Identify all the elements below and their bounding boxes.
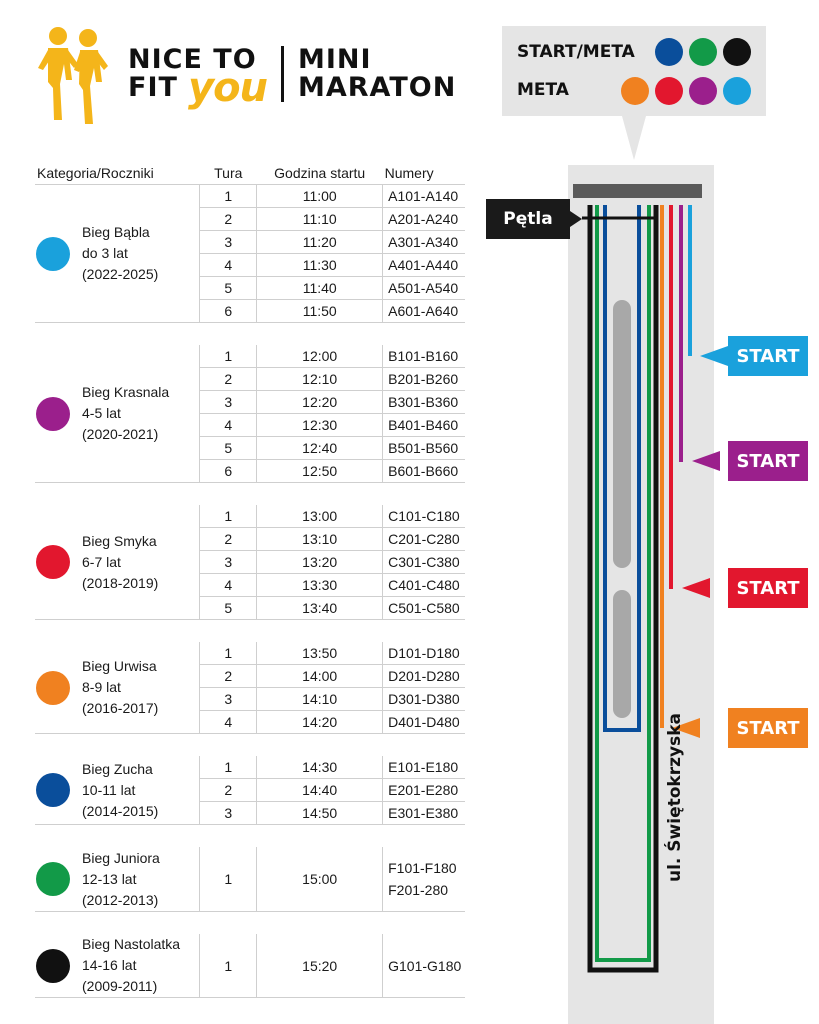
group-spacer	[35, 620, 465, 643]
runners-icon	[38, 24, 110, 128]
start-time-cell: 13:10	[257, 528, 383, 551]
category-name: Bieg Krasnala	[82, 384, 170, 400]
round-cell: 3	[200, 688, 257, 711]
category-color-dot	[36, 773, 70, 807]
event-title-line-2: MARATON	[298, 72, 457, 103]
start-tag-lightblue-pointer	[700, 346, 728, 366]
category-name: Bieg Smyka	[82, 532, 157, 549]
category-color-dot	[36, 237, 70, 271]
round-cell: 1	[200, 345, 257, 368]
group-spacer	[35, 825, 465, 848]
legend-meta-label: META	[517, 80, 569, 100]
round-cell: 5	[200, 437, 257, 460]
start-tag-red: START	[728, 568, 808, 608]
start-time-cell: 12:20	[257, 391, 383, 414]
bib-range: A301-A340	[388, 234, 459, 250]
category-cell	[35, 847, 200, 912]
loop-tag-pointer	[570, 211, 582, 227]
numbers-cell	[383, 345, 465, 368]
category-name: Bieg Juniora	[82, 849, 160, 866]
numbers-cell	[383, 847, 465, 912]
bib-range: E101-E180	[388, 759, 459, 775]
round-cell: 3	[200, 802, 257, 825]
start-time-cell: 14:10	[257, 688, 383, 711]
category-color-dot	[36, 949, 70, 983]
category-name: Bieg Zucha	[82, 760, 153, 777]
category-years: (2016-2017)	[82, 700, 159, 716]
numbers-cell	[383, 665, 465, 688]
start-time-cell: 11:10	[257, 208, 383, 231]
start-time-cell: 13:00	[257, 505, 383, 528]
bib-range: D301-D380	[388, 691, 460, 707]
start-time-cell: 15:20	[257, 934, 383, 998]
start-time-cell: 13:50	[257, 642, 383, 665]
bib-range: C101-C180	[388, 508, 460, 524]
numbers-cell	[383, 642, 465, 665]
round-cell: 2	[200, 208, 257, 231]
table-row	[35, 847, 465, 912]
bib-range: E301-E380	[388, 805, 459, 821]
round-cell: 4	[200, 711, 257, 734]
event-logo	[38, 24, 468, 128]
event-title-line-1: MINI	[298, 44, 372, 75]
brand-accent: you	[188, 65, 268, 111]
round-cell: 4	[200, 254, 257, 277]
round-cell: 1	[200, 642, 257, 665]
bib-range: B601-B660	[388, 463, 459, 479]
numbers-cell	[383, 460, 465, 483]
street-name: ul. Świętokrzyska	[665, 713, 685, 882]
schedule-table	[35, 162, 465, 998]
legend-dot-red	[655, 77, 683, 105]
category-color-dot	[36, 545, 70, 579]
start-time-cell: 12:40	[257, 437, 383, 460]
start-time-cell: 11:00	[257, 185, 383, 208]
header-time: Godzina startu	[257, 162, 383, 185]
legend-dot-black	[723, 38, 751, 66]
header-category: Kategoria/Roczniki	[35, 162, 200, 185]
group-spacer	[35, 912, 465, 935]
category-years: (2012-2013)	[82, 891, 159, 908]
bib-range: E201-E280	[388, 782, 459, 798]
numbers-cell	[383, 437, 465, 460]
brand-line-2: FIT	[128, 72, 178, 103]
group-spacer	[35, 483, 465, 506]
numbers-cell	[383, 551, 465, 574]
category-cell	[35, 345, 200, 483]
start-tag-lightblue: START	[728, 336, 808, 376]
start-time-cell: 11:40	[257, 277, 383, 300]
numbers-cell	[383, 756, 465, 779]
start-time-cell: 13:30	[257, 574, 383, 597]
bib-range: B101-B160	[388, 348, 459, 364]
start-tag-purple: START	[728, 441, 808, 481]
category-name: Bieg Bąbla	[82, 224, 150, 240]
bib-range: C401-C480	[388, 577, 460, 593]
numbers-cell	[383, 231, 465, 254]
legend-pointer	[622, 116, 646, 160]
category-years: (2020-2021)	[82, 426, 159, 442]
start-time-cell: 11:50	[257, 300, 383, 323]
legend-dot-lightblue	[723, 77, 751, 105]
bib-range: B401-B460	[388, 417, 459, 433]
table-row	[35, 642, 465, 665]
table-row	[35, 505, 465, 528]
bib-range: G101-G180	[388, 957, 462, 974]
color-legend	[502, 26, 766, 116]
category-age: 4-5 lat	[82, 405, 121, 421]
start-tag-purple-pointer	[692, 451, 720, 471]
round-cell: 6	[200, 300, 257, 323]
numbers-cell	[383, 779, 465, 802]
bib-range: D101-D180	[388, 645, 460, 661]
round-cell: 3	[200, 551, 257, 574]
start-tag-orange: START	[728, 708, 808, 748]
round-cell: 5	[200, 277, 257, 300]
numbers-cell	[383, 254, 465, 277]
round-cell: 4	[200, 574, 257, 597]
round-cell: 1	[200, 185, 257, 208]
category-cell	[35, 642, 200, 734]
header-round: Tura	[200, 162, 257, 185]
start-time-cell: 11:30	[257, 254, 383, 277]
table-row	[35, 934, 465, 998]
round-cell: 6	[200, 460, 257, 483]
category-cell	[35, 505, 200, 620]
numbers-cell	[383, 368, 465, 391]
bib-range: F201-280	[388, 882, 449, 898]
round-cell: 1	[200, 756, 257, 779]
round-cell: 3	[200, 231, 257, 254]
bib-range: D201-D280	[388, 668, 460, 684]
bib-range: B501-B560	[388, 440, 459, 456]
numbers-cell	[383, 934, 465, 998]
category-years: (2009-2011)	[82, 978, 158, 994]
numbers-cell	[383, 597, 465, 620]
bib-range: B301-B360	[388, 394, 459, 410]
category-age: 6-7 lat	[82, 553, 121, 570]
bib-range: C201-C280	[388, 531, 460, 547]
category-years: (2014-2015)	[82, 802, 159, 819]
group-spacer	[35, 323, 465, 346]
start-time-cell: 14:00	[257, 665, 383, 688]
round-cell: 1	[200, 847, 257, 912]
legend-dot-green	[689, 38, 717, 66]
start-time-cell: 14:20	[257, 711, 383, 734]
bib-range: D401-D480	[388, 714, 460, 730]
round-cell: 2	[200, 665, 257, 688]
start-time-cell: 12:00	[257, 345, 383, 368]
round-cell: 5	[200, 597, 257, 620]
category-cell	[35, 185, 200, 323]
start-time-cell: 14:30	[257, 756, 383, 779]
start-time-cell: 14:50	[257, 802, 383, 825]
category-name: Bieg Nastolatka	[82, 936, 181, 952]
category-age: 14-16 lat	[82, 957, 137, 973]
numbers-cell	[383, 711, 465, 734]
table-row	[35, 345, 465, 368]
round-cell: 4	[200, 414, 257, 437]
bib-range: C501-C580	[388, 600, 460, 616]
table-row	[35, 756, 465, 779]
start-time-cell: 13:40	[257, 597, 383, 620]
start-time-cell: 15:00	[257, 847, 383, 912]
numbers-cell	[383, 802, 465, 825]
round-cell: 3	[200, 391, 257, 414]
numbers-cell	[383, 688, 465, 711]
round-cell: 1	[200, 505, 257, 528]
bib-range: A101-A140	[388, 188, 459, 204]
legend-dot-purple	[689, 77, 717, 105]
category-name: Bieg Urwisa	[82, 658, 157, 674]
legend-start-meta-label: START/META	[517, 42, 635, 62]
start-tag-red-pointer	[682, 578, 710, 598]
category-years: (2018-2019)	[82, 574, 159, 591]
category-color-dot	[36, 397, 70, 431]
start-time-cell: 14:40	[257, 779, 383, 802]
round-cell: 1	[200, 934, 257, 998]
bib-range: F101-F180	[388, 860, 457, 876]
category-age: 10-11 lat	[82, 781, 136, 798]
category-age: 12-13 lat	[82, 870, 137, 887]
bib-range: A501-A540	[388, 280, 459, 296]
numbers-cell	[383, 277, 465, 300]
group-spacer	[35, 734, 465, 757]
round-cell: 2	[200, 368, 257, 391]
category-color-dot	[36, 671, 70, 705]
legend-dot-orange	[621, 77, 649, 105]
header-numbers: Numery	[383, 162, 465, 185]
numbers-cell	[383, 528, 465, 551]
table-header-row	[35, 162, 465, 185]
category-cell	[35, 756, 200, 825]
numbers-cell	[383, 414, 465, 437]
table-row	[35, 185, 465, 208]
numbers-cell	[383, 185, 465, 208]
start-time-cell: 12:50	[257, 460, 383, 483]
numbers-cell	[383, 208, 465, 231]
bib-range: A401-A440	[388, 257, 459, 273]
start-time-cell: 12:30	[257, 414, 383, 437]
numbers-cell	[383, 505, 465, 528]
loop-tag: Pętla	[486, 199, 570, 239]
round-cell: 2	[200, 528, 257, 551]
start-time-cell: 11:20	[257, 231, 383, 254]
numbers-cell	[383, 391, 465, 414]
round-cell: 2	[200, 779, 257, 802]
category-age: 8-9 lat	[82, 679, 121, 695]
category-age: do 3 lat	[82, 245, 128, 261]
schedule-body	[35, 185, 465, 998]
category-years: (2022-2025)	[82, 266, 159, 282]
start-time-cell: 13:20	[257, 551, 383, 574]
legend-dot-blue	[655, 38, 683, 66]
category-cell	[35, 934, 200, 998]
brand-line-1: NICE TO	[128, 44, 257, 75]
numbers-cell	[383, 300, 465, 323]
start-time-cell: 12:10	[257, 368, 383, 391]
bib-range: A601-A640	[388, 303, 459, 319]
bib-range: A201-A240	[388, 211, 459, 227]
bib-range: B201-B260	[388, 371, 459, 387]
logo-divider	[281, 46, 284, 102]
category-color-dot	[36, 862, 70, 896]
bib-range: C301-C380	[388, 554, 460, 570]
numbers-cell	[383, 574, 465, 597]
